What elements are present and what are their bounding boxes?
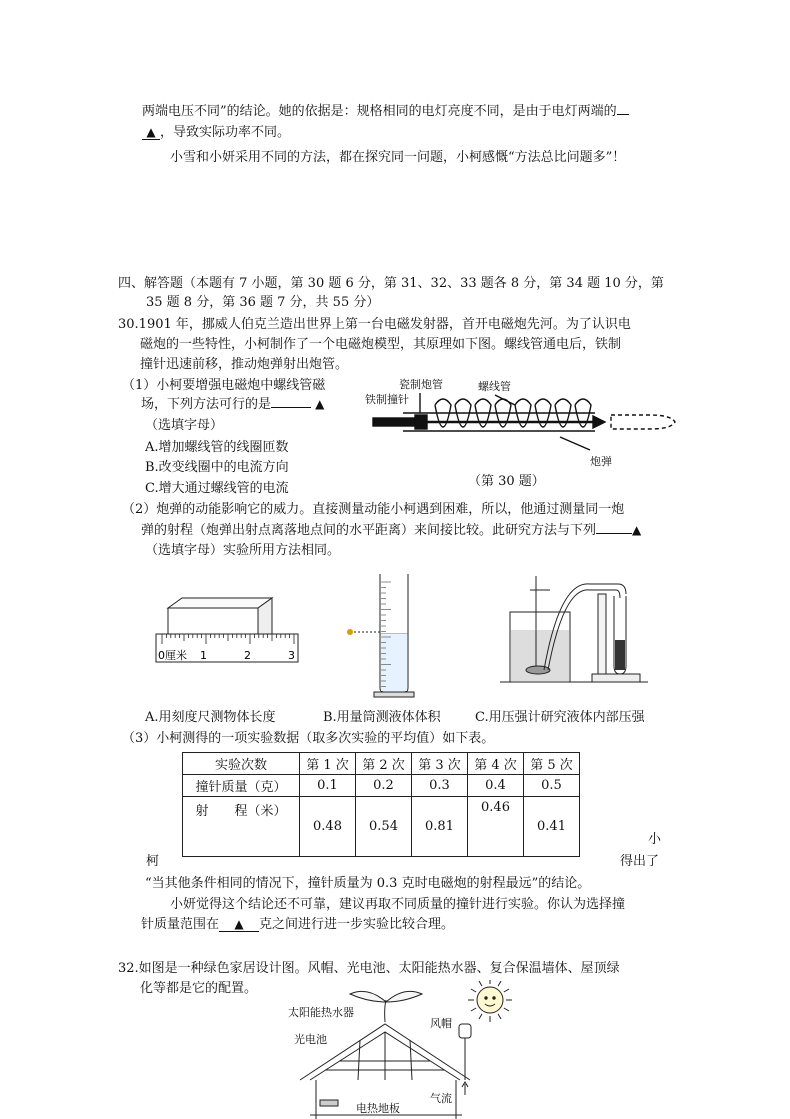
q30-line-2: 磁炮的一些特性，小柯制作了一个电磁炮模型，其原理如下图。螺线管通电后，铁制	[140, 337, 622, 352]
cylinder-figure	[340, 570, 420, 700]
answer-blank[interactable]: ▲	[142, 125, 160, 140]
table-cell: 0.48	[300, 797, 356, 857]
ruler-unit: 0厘米	[158, 649, 187, 662]
q30-p3-line-1: （3）小柯测得的一项实验数据（取多次实验的平均值）如下表。	[122, 731, 495, 746]
figure-caption: （第 30 题）	[468, 474, 545, 489]
coil-label: 螺线管	[478, 380, 511, 393]
cap-label: 风帽	[430, 1017, 452, 1030]
side-text: 小	[648, 832, 662, 847]
q30-p2-line-3: （选填字母）实验所用方法相同。	[145, 543, 341, 558]
sun-ray	[498, 981, 501, 986]
option-a: A.增加螺线管的线圈匝数	[145, 440, 289, 455]
table-header: 第 5 次	[524, 753, 580, 775]
q30-p1-line-3: （选填字母）	[145, 418, 224, 433]
q30-p3-line-4: 针质量范围在 ▲ 克之间进行进一步实验比较合理。	[141, 917, 455, 932]
choice-b: B.用量筒测液体体积	[323, 710, 441, 725]
q30-p2-line-2: 弹的射程（炮弹出射点离落地点间的水平距离）来间接比较。此研究方法与下列 ▲	[141, 519, 641, 538]
table-header-row	[183, 753, 580, 775]
sun-ray	[479, 981, 482, 986]
choice-a: A.用刻度尺测物体长度	[145, 710, 276, 725]
q30-line-3: 撞针迅速前移，推动炮弹射出炮管。	[140, 357, 349, 372]
row-label: 撞针质量（克）	[183, 775, 300, 797]
eye-icon	[347, 629, 353, 635]
q30-p3-line-3: 小妍觉得这个结论还不可靠，建议再取不同质量的撞针进行实验。你认为选择撞	[170, 897, 626, 912]
intro-line-1: 两端电压不同”的结论。她的依据是：规格相同的电灯亮度不同，是由于电灯两端的	[142, 100, 629, 119]
pv-label: 光电池	[294, 1033, 327, 1046]
ruler-num: 3	[288, 649, 295, 662]
q30-p1-line-1: （1）小柯要增强电磁炮中螺线管磁	[122, 378, 326, 393]
sun-ray	[504, 1008, 509, 1011]
table-cell: 0.54	[356, 797, 412, 857]
table-header: 第 1 次	[300, 753, 356, 775]
section-title-cont: 35 题 8 分，第 36 题 7 分，共 55 分）	[146, 295, 380, 310]
sun-ray	[498, 1014, 501, 1019]
q30-p3-line-2: “当其他条件相同的情况下，撞针质量为 0.3 克时电磁炮的射程最远”的结论。	[145, 876, 591, 891]
intro-line-2: ▲ ，导致实际功率不同。	[142, 121, 290, 140]
section-title: 四、解答题（本题有 7 小题，第 30 题 6 分，第 31、32、33 题各 8 分，第 34 题 10 分，第	[118, 276, 664, 291]
table-cell: 0.2	[356, 775, 412, 797]
q30-p1-line-2: 场，下列方法可行的是 ▲	[141, 393, 324, 412]
side-text: 得出了	[620, 854, 660, 869]
data-table	[182, 752, 580, 857]
q32-line-2: 化等都是它的配置。	[140, 981, 258, 996]
sun-ray	[504, 989, 509, 992]
table-cell: 0.46	[468, 797, 524, 857]
sun-ray	[479, 1014, 482, 1019]
shell-label: 炮弹	[590, 455, 612, 468]
table-header: 第 2 次	[356, 753, 412, 775]
answer-blank[interactable]: ▲	[219, 917, 259, 932]
table-cell: 0.41	[524, 797, 580, 857]
table-row	[183, 775, 580, 797]
q32-line-1: 32.如图是一种绿色家居设计图。风帽、光电池、太阳能热水器、复合保温墙体、屋顶绿	[118, 961, 620, 976]
air-label: 气流	[430, 1092, 452, 1105]
floor-label: 电热地板	[356, 1102, 400, 1115]
table-cell: 0.5	[524, 775, 580, 797]
table-header: 第 3 次	[412, 753, 468, 775]
table-row	[183, 797, 580, 857]
ruler-figure	[150, 590, 300, 670]
table-header: 第 4 次	[468, 753, 524, 775]
side-text: 柯	[146, 854, 160, 869]
table-cell: 0.4	[468, 775, 524, 797]
heater-label: 太阳能热水器	[288, 1006, 354, 1019]
tube-label: 瓷制炮管	[399, 378, 443, 391]
pressure-gauge-figure	[500, 570, 650, 690]
q30-line-1: 30.1901 年，挪威人伯克兰造出世界上第一台电磁发射器，首开电磁炮先河。为了认识电	[118, 317, 631, 332]
answer-blank[interactable]	[617, 100, 629, 115]
answer-blank[interactable]	[271, 393, 311, 408]
choice-c: C.用压强计研究液体内部压强	[475, 710, 645, 725]
ruler-num: 2	[244, 649, 251, 662]
option-b: B.改变线圈中的电流方向	[145, 460, 289, 475]
table-cell: 0.3	[412, 775, 468, 797]
q30-p2-line-1: （2）炮弹的动能影响它的威力。直接测量动能小柯遇到困难，所以，他通过测量同一炮	[122, 502, 625, 517]
sun-ray	[471, 1008, 476, 1011]
option-c: C.增大通过螺线管的电流	[145, 481, 289, 496]
pin-label: 铁制撞针	[365, 393, 409, 406]
row-label: 射 程（米）	[183, 797, 300, 857]
green-house-figure	[280, 980, 520, 1119]
table-cell: 0.1	[300, 775, 356, 797]
answer-blank[interactable]	[596, 519, 632, 534]
ruler-num: 1	[200, 649, 207, 662]
table-cell: 0.81	[412, 797, 468, 857]
sun-ray	[471, 989, 476, 992]
table-header: 实验次数	[183, 753, 300, 775]
intro-line-3: 小雪和小妍采用不同的方法，都在探究同一问题，小柯感慨“方法总比问题多”！	[170, 150, 626, 165]
